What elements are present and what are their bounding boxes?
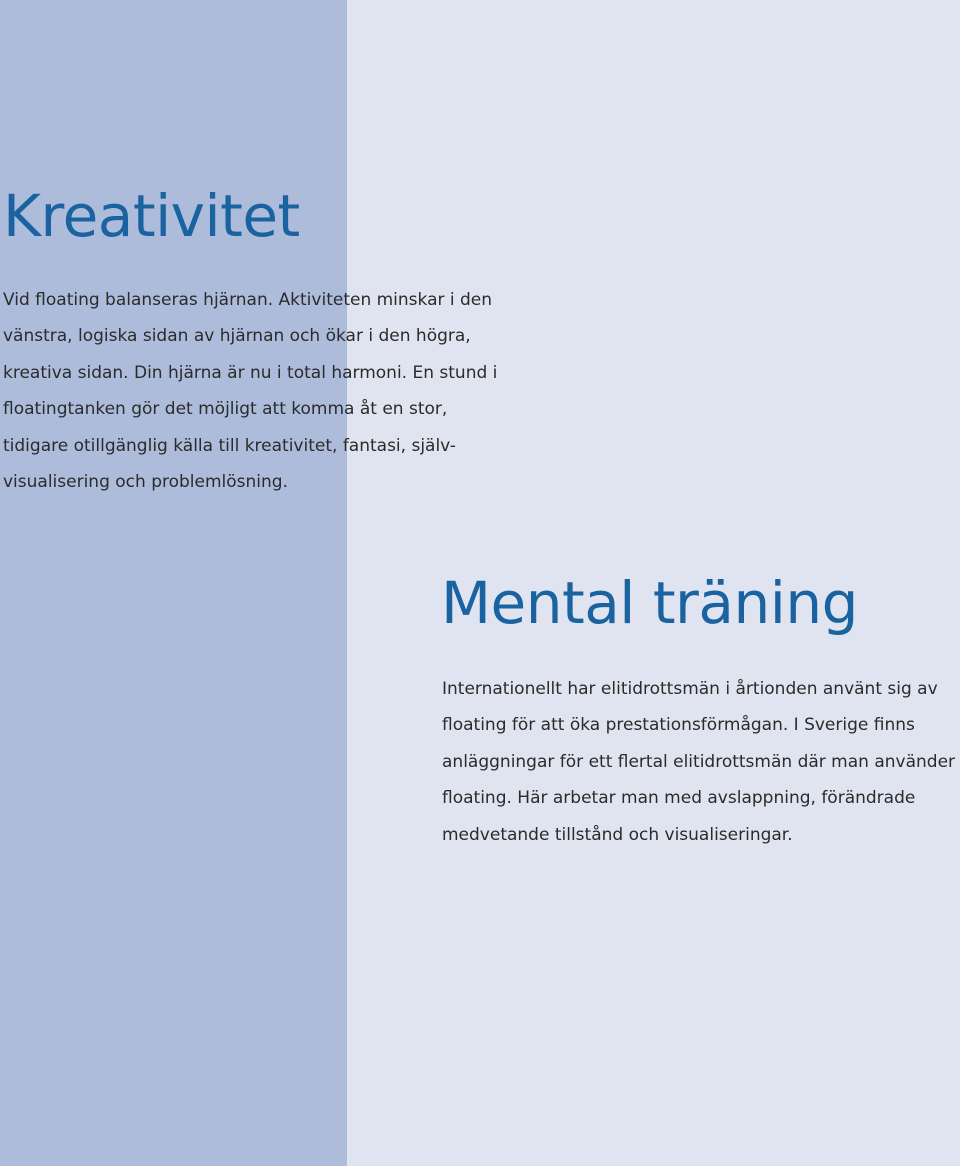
body-line: Vid floating balanseras hjärnan. Aktiviteten minskar i den bbox=[3, 290, 493, 310]
section-body-mental-traning bbox=[442, 671, 955, 853]
left-color-band bbox=[0, 0, 347, 1166]
body-line: floatingtanken gör det möjligt att komma åt en stor, bbox=[3, 399, 448, 420]
body-line: floating. Här arbetar man med avslappning, förändrade bbox=[442, 788, 916, 809]
body-line: anläggningar för ett flertal elitidrottsmän där man använder bbox=[442, 751, 956, 772]
body-line: tidigare otillgänglig källa till kreativitet, fantasi, själv- bbox=[3, 435, 456, 456]
section-body-kreativitet bbox=[3, 282, 497, 500]
section-heading-kreativitet: Kreativitet bbox=[3, 182, 300, 250]
body-line: vänstra, logiska sidan av hjärnan och ökar i den högra, bbox=[3, 326, 471, 347]
body-line: medvetande tillstånd och visualiseringar. bbox=[442, 824, 793, 845]
body-line: kreativa sidan. Din hjärna är nu i total harmoni. En stund i bbox=[3, 362, 498, 383]
body-line: Internationellt har elitidrottsmän i årtionden använt sig av bbox=[442, 679, 938, 699]
body-line: floating för att öka prestationsförmågan. I Sverige finns bbox=[442, 715, 915, 736]
section-heading-mental-traning: Mental träning bbox=[441, 569, 858, 637]
body-line: visualisering och problemlösning. bbox=[3, 472, 288, 493]
